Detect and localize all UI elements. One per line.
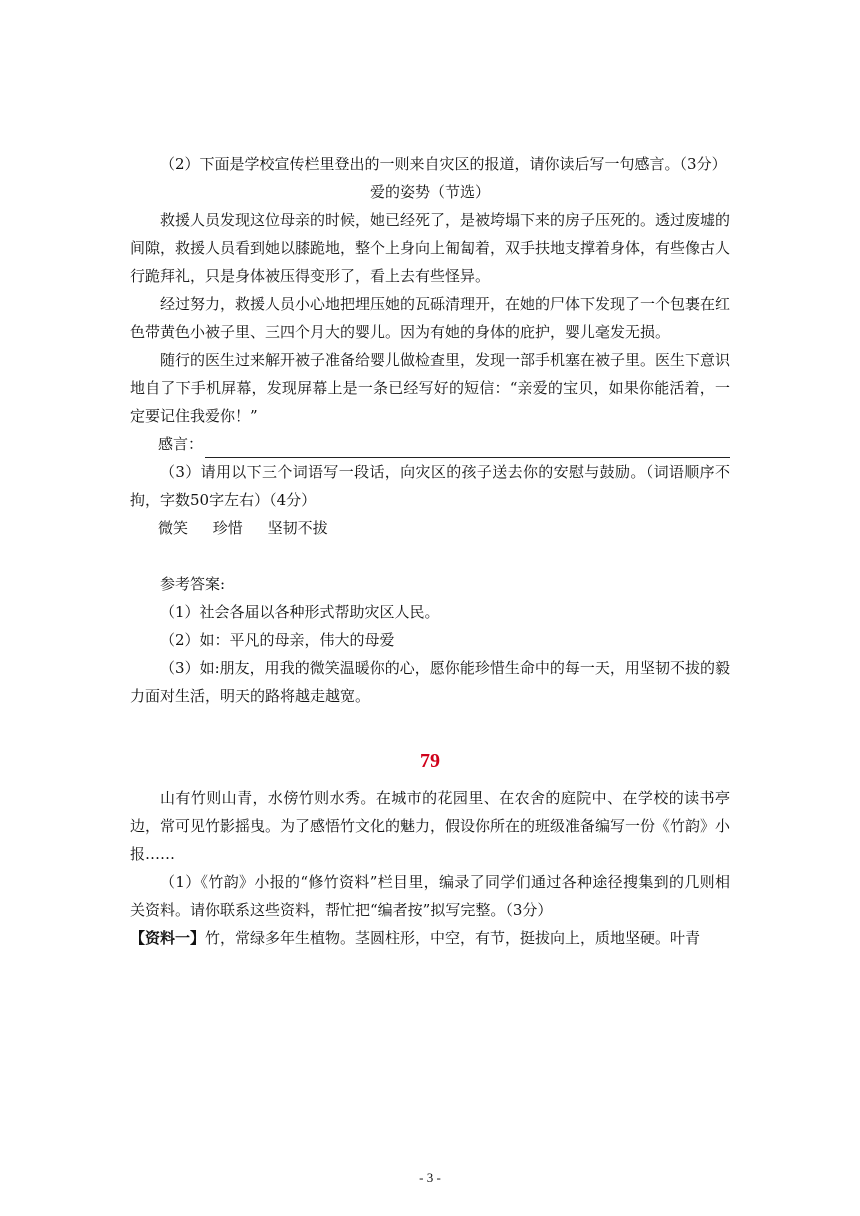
answer-item: （3）如:朋友，用我的微笑温暖你的心，愿你能珍惜生命中的每一天，用坚韧不拔的毅力面对生活，明天的路将越走越宽。 (130, 659, 730, 705)
word-item: 微笑 (158, 519, 189, 537)
material-label: 【资料一】 (130, 929, 206, 947)
article-title: 爱的姿势（节选） (369, 183, 490, 201)
material-1 (130, 924, 730, 952)
answer-item: （2）如：平凡的母亲，伟大的母爱 (160, 631, 395, 649)
document-page (130, 150, 730, 952)
page-number: - 3 - (419, 1170, 441, 1185)
answer-line-row (130, 430, 730, 458)
word-item: 珍惜 (212, 519, 243, 537)
material-text: 竹，常绿多年生植物。茎圆柱形，中空，有节，挺拔向上，质地坚硬。叶青 (205, 929, 701, 947)
word-list (130, 514, 730, 542)
article-paragraph: 救援人员发现这位母亲的时候，她已经死了，是被垮塌下来的房子压死的。透过废墟的间隙，救援人员看到她以膝跪地，整个上身向上匍匐着，双手扶地支撑着身体，有些像古人行跪拜礼，只是身体被压得变形了，看上去有些怪异。 (130, 211, 731, 285)
question-number: 79 (420, 750, 440, 772)
answer-blank-line (205, 437, 730, 458)
answer-label: 感言： (158, 435, 204, 453)
section-intro: 山有竹则山青，水傍竹则水秀。在城市的花园里、在农舍的庭院中、在学校的读书亭边，常可见竹影摇曳。为了感悟竹文化的魅力，假设你所在的班级准备编写一份《竹韵》小报…… (130, 789, 731, 863)
question-2-prompt: （2）下面是学校宣传栏里登出的一则来自灾区的报道，请你读后写一句感言。（3分） (160, 155, 727, 173)
article-paragraph: 随行的医生过来解开被子准备给婴儿做检查里，发现一部手机塞在被子里。医生下意识地自了下手机屏幕，发现屏幕上是一条已经写好的短信：“亲爱的宝贝，如果你能活着，一定要记住我爱你！” (130, 351, 731, 425)
answers-heading: 参考答案: (160, 575, 226, 593)
answer-item: （1）社会各届以各种形式帮助灾区人民。 (160, 603, 440, 621)
question-1-prompt: （1）《竹韵》小报的“修竹资料”栏目里，编录了同学们通过各种途径搜集到的几则相关资料。请你联系这些资料，帮忙把“编者按”拟写完整。（3分） (130, 873, 730, 919)
question-3-prompt: （3）请用以下三个词语写一段话，向灾区的孩子送去你的安慰与鼓励。（词语顺序不拘，字数50字左右）（4分） (130, 463, 730, 509)
article-paragraph: 经过努力，救援人员小心地把埋压她的瓦砾清理开，在她的尸体下发现了一个包裹在红色带黄色小被子里、三四个月大的婴儿。因为有她的身体的庇护，婴儿毫发无损。 (130, 295, 731, 341)
word-item: 坚韧不拔 (267, 519, 328, 537)
